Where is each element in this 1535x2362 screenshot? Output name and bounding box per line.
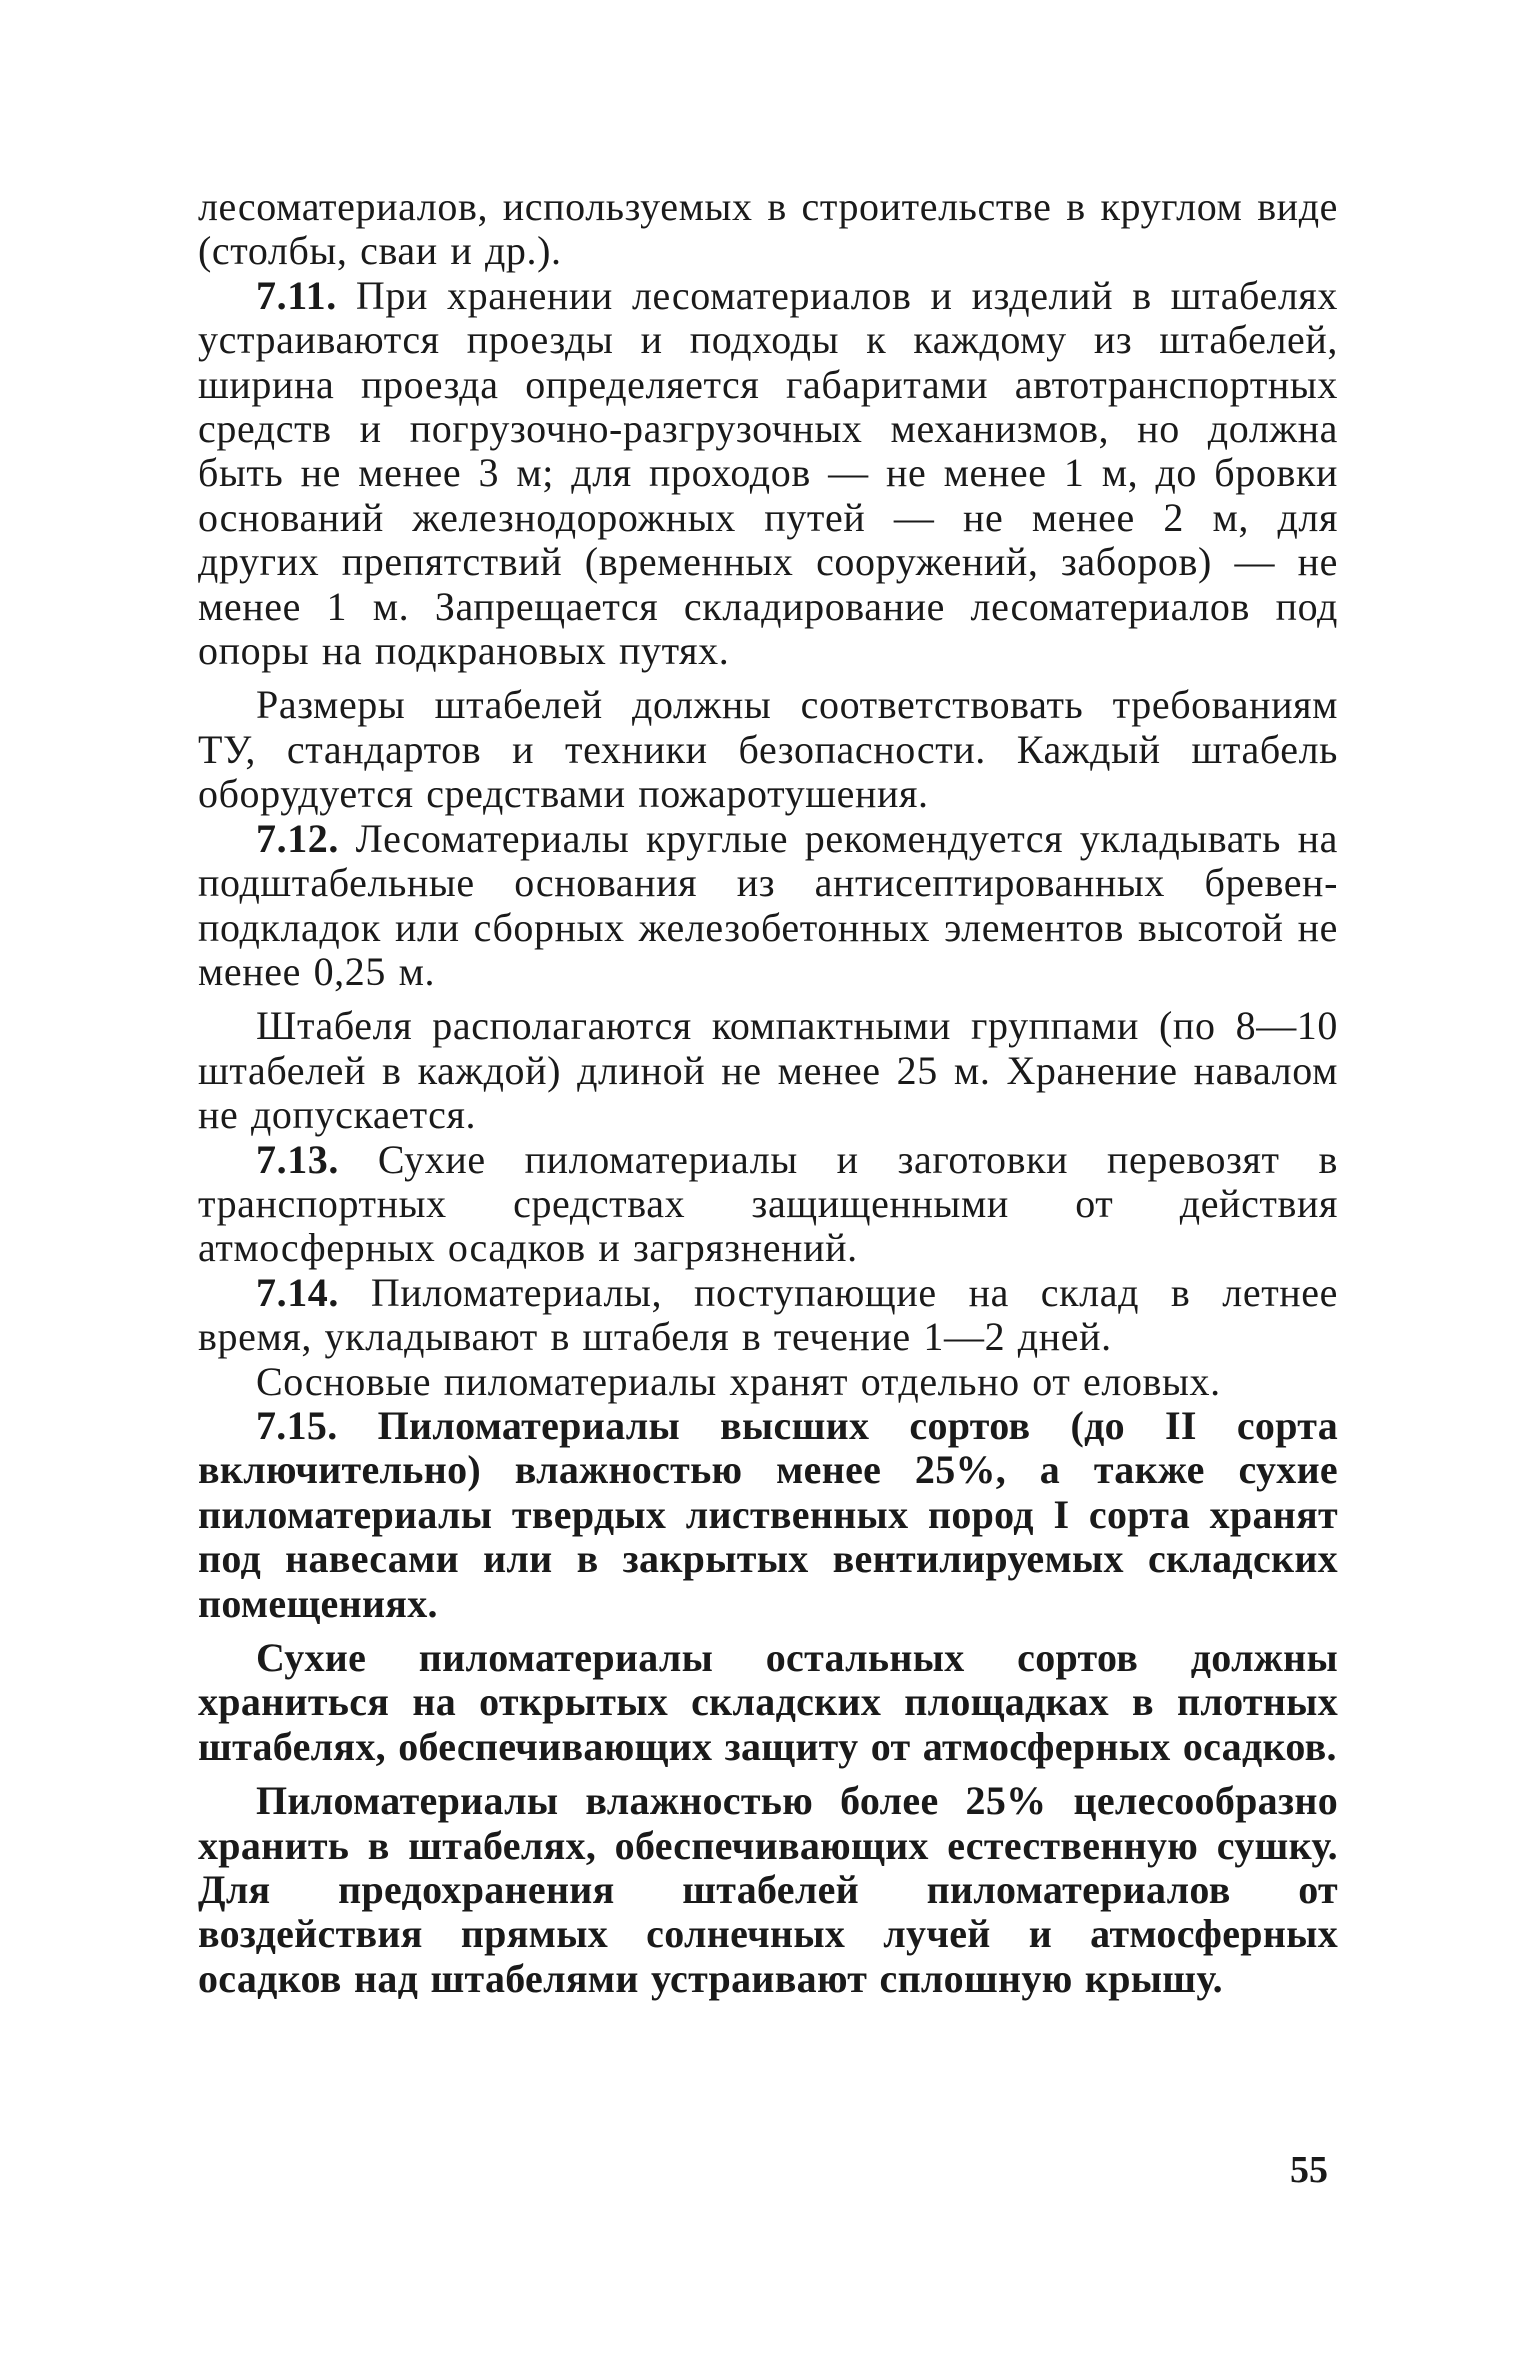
paragraph-7-15 [198, 1404, 1338, 1626]
paragraph-text: Сухие пиломатериалы и заготовки перевозят в транспортных средствах защищенными от действия атмосферных осадков и загрязнений. [198, 1136, 1338, 1271]
paragraph-7-14 [198, 1271, 1338, 1360]
paragraph-dry-lumber: Сухие пиломатериалы остальных сортов должны храниться на открытых складских площадках в плотных штабелях, обеспечивающих защиту от атмосферных осадков. [198, 1635, 1338, 1769]
page-number: 55 [1290, 2149, 1328, 2191]
paragraph-7-13 [198, 1138, 1338, 1271]
paragraph-7-11 [198, 274, 1338, 674]
paragraph-text: Пиломатериалы, поступающие на склад в летнее время, укладывают в штабеля в течение 1—2 дней. [198, 1269, 1338, 1360]
section-number: 7.12. [256, 815, 339, 861]
paragraph-text: При хранении лесоматериалов и изделий в штабелях устраиваются проезды и подходы к каждому из штабелей, ширина проезда определяется габаритами автотранспортных средств и погрузочно-разгрузочных механизмов, но должна быть не менее 3 м; для проходов — не менее 1 м, до бровки оснований железнодорожных путей — не менее 2 м, для других препятствий (временных сооружений, заборов) — не менее 1 м. Запрещается складирование лесоматериалов под опоры на подкрановых путях. [198, 272, 1338, 674]
paragraph-stack-groups: Штабеля располагаются компактными группами (по 8—10 штабелей в каждой) длиной не менее 25 м. Хранение навалом не допускается. [198, 1003, 1338, 1138]
paragraph-wet-lumber: Пиломатериалы влажностью более 25% целесообразно хранить в штабелях, обеспечивающих естественную сушку. Для предохранения штабелей пиломатериалов от воздействия прямых солнечных лучей и атмосферных осадков над штабелями устраивают сплошную крышу. [198, 1778, 1338, 2001]
paragraph-continuation: лесоматериалов, используемых в строительстве в круглом виде (столбы, сваи и др.). [198, 184, 1338, 274]
paragraph-text: Лесоматериалы круглые рекомендуется укладывать на подштабельные основания из антисептированных бревен-подкладок или сборных железобетонных элементов высотой не менее 0,25 м. [198, 815, 1338, 994]
section-number: 7.11. [256, 272, 337, 318]
section-number: 7.14. [256, 1269, 339, 1315]
section-number: 7.15. [256, 1402, 338, 1448]
paragraph-text: Пиломатериалы высших сортов (до II сорта включительно) влажностью менее 25%, а также сухие пиломатериалы твердых лиственных пород I сорта хранят под навесами или в закрытых вентилируемых складских помещениях. [198, 1402, 1338, 1626]
paragraph-stack-sizes: Размеры штабелей должны соответствовать требованиям ТУ, стандартов и техники безопасности. Каждый штабель оборудуется средствами пожаротушения. [198, 682, 1338, 817]
paragraph-7-12 [198, 817, 1338, 995]
paragraph-pine-spruce: Сосновые пиломатериалы хранят отдельно от еловых. [256, 1358, 1221, 1404]
page-body [198, 185, 1338, 2001]
section-number: 7.13. [256, 1136, 339, 1182]
